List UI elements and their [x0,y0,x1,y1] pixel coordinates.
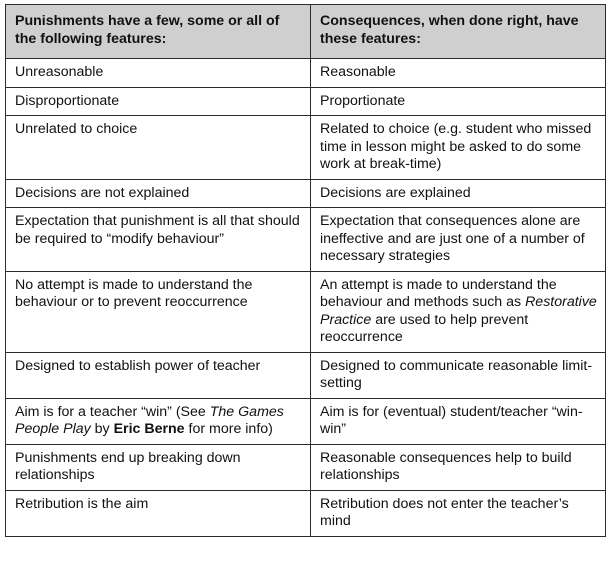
punishment-cell: Unreasonable [6,59,311,88]
consequence-cell [311,271,606,352]
consequence-cell: Related to choice (e.g. student who missed time in lesson might be asked to do some work at break-time) [311,116,606,180]
consequence-cell: Retribution does not enter the teacher’s mind [311,490,606,536]
author-name: Eric Berne [113,421,185,437]
punishment-cell: No attempt is made to understand the behaviour or to prevent reoccurrence [6,271,311,352]
table-row [6,116,606,180]
table-row [6,398,606,444]
punishment-cell: Designed to establish power of teacher [6,352,311,398]
punishment-text: Aim is for a teacher “win” (See [15,403,210,420]
punishment-cell: Retribution is the aim [6,490,311,536]
header-punishments: Punishments have a few, some or all of the following features: [6,5,311,59]
consequence-cell: Aim is for (eventual) student/teacher “win-win” [311,398,606,444]
consequence-cell: Expectation that consequences alone are ineffective and are just one of a number of necessary strategies [311,208,606,272]
consequence-cell: Reasonable [311,59,606,88]
consequence-cell: Reasonable consequences help to build relationships [311,444,606,490]
table-row [6,59,606,88]
consequence-text: An attempt is made to understand the behaviour and methods such as [320,276,557,310]
punishment-cell: Unrelated to choice [6,116,311,180]
book-title: The Games People Play [15,403,284,437]
table-row [6,490,606,536]
consequence-text: are used to help prevent reoccurrence [320,311,529,345]
table-row [6,179,606,208]
header-consequences: Consequences, when done right, have these features: [311,5,606,59]
comparison-table [5,4,606,537]
punishment-cell: Disproportionate [6,87,311,116]
table-row [6,352,606,398]
consequence-cell: Decisions are explained [311,179,606,208]
consequence-cell: Designed to communicate reasonable limit-setting [311,352,606,398]
table-row [6,444,606,490]
table-row [6,87,606,116]
table-row [6,208,606,272]
punishment-cell [6,398,311,444]
punishment-cell: Decisions are not explained [6,179,311,208]
punishment-cell: Expectation that punishment is all that should be required to “modify behaviour” [6,208,311,272]
restorative-practice-emphasis: Restorative Practice [320,294,597,328]
consequence-cell: Proportionate [311,87,606,116]
header-row [6,5,606,59]
punishment-text: for more info) [184,421,273,437]
punishment-text: by [90,421,114,437]
punishment-cell: Punishments end up breaking down relationships [6,444,311,490]
table-row [6,271,606,352]
